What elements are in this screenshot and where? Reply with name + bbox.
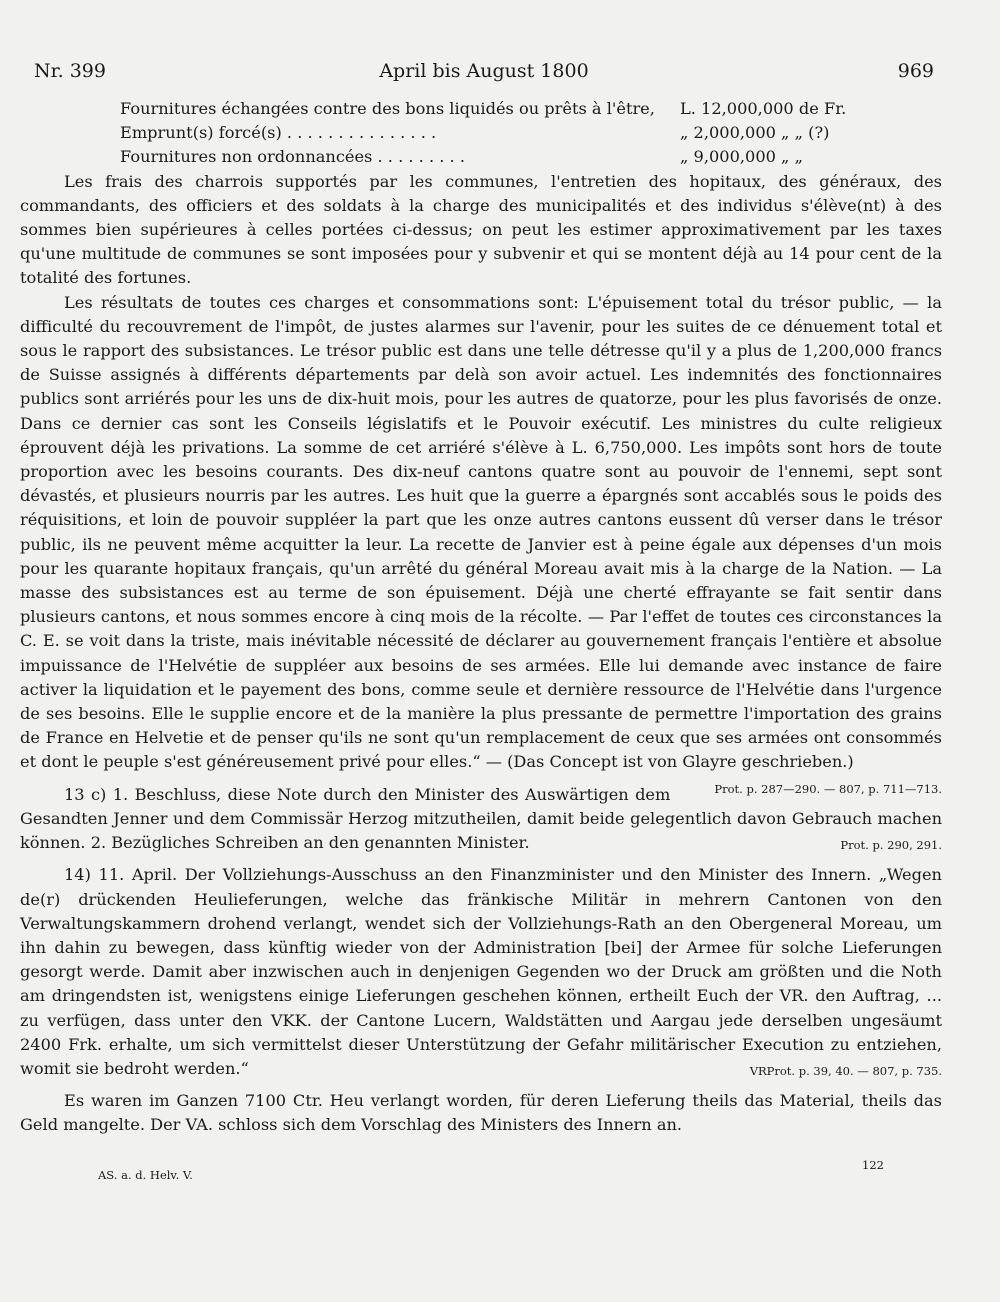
page-number: 969 [897,60,934,82]
page-header [34,60,934,86]
paragraph-charrois: Les frais des charrois supportés par les communes, l'entretien des hopitaux, des généraux, des commandants, des officiers et des soldats à la charge des municipalités et des individus s'élève(nt) à des sommes bien supérieures à celles portées ci-dessus; on peut les estimer approximativement par les taxes qu'une multitude de communes se sont imposées pour y subvenir et qui se montent déjà au 14 pour cent de la totalité des fortunes. [20,171,942,288]
paragraph-heulieferungen [20,863,942,1081]
running-title: April bis August 1800 [379,60,589,82]
paragraph-resultats [20,291,942,796]
supply-table [120,97,942,170]
protocol-reference: Prot. p. 287—290. — 807, p. 711—713. [714,781,942,796]
table-row-amount: L. 12,000,000 de Fr. [680,99,847,118]
sheet-signature: 122 [862,1158,884,1172]
paragraph-text: 13 c) 1. Beschluss, diese Note durch den Minister des Auswärtigen dem Gesandten Jenner und dem Commissär Herzog mitzutheilen, damit beide gelegentlich davon Gebrauch machen können. 2. Bezügliches Schreiben an den genannten Minister. [20,784,942,853]
table-row-label: Fournitures non ordonnancées . . . . . . . . . [120,147,465,167]
table-row-amount: „ 2,000,000 „ „ (?) [680,123,830,143]
paragraph-text: Les résultats de toutes ces charges et consommations sont: L'épuisement total du trésor public, — la difficulté du recouvrement de l'impôt, de justes alarmes sur l'avenir, pour les suites de ce dénuement total et sous le rapport des subsistances. Le trésor public est dans une telle détresse qu'il y a plus de 1,200,000 francs de Suisse assignés à différents départements par delà son avoir actuel. Les indemnités des fonctionnaires publics sont arriérés pour les uns de dix-huit mois, pour les autres de quatorze, pour les plus favorisés de onze. Dans ce dernier cas sont les Conseils législatifs et le Pouvoir exécutif. Les ministres du culte religieux éprouvent déjà les privations. La somme de cet arriéré s'élève à L. 6,750,000. Les impôts sont hors de toute proportion avec les besoins courants. Des dix-neuf cantons quatre sont au pouvoir de l'ennemi, sept sont dévastés, et plusieurs nourris par les autres. Les huit que la guerre a épargnés sont accablés sous le poids des réquisitions, et loin de pouvoir suppléer la part que les onze autres cantons eussent dû verser dans le trésor public, ils ne peuvent même acquitter la leur. La recette de Janvier est à peine égale aux dépenses d'un mois pour les quarante hopitaux français, qu'un arrêté du général Moreau avait mis à la charge de la Nation. — La masse des subsistances est au terme de son épuisement. Déjà une cherté effrayante se fait sentir dans plusieurs cantons, et nous sommes encore à cinq mois de la récolte. — Par l'effet de toutes ces circonstances la C. E. se voit dans la triste, mais inévitable nécessité de déclarer au gouvernement français l'entière et absolue impuissance de l'Helvétie de suppléer aux besoins de ses armées. Elle lui demande avec instance de faire activer la liquidation et le payement des bons, comme seule et dernière ressource de l'Helvétie dans l'urgence de ses besoins. Elle le supplie encore et de la manière la plus pressante de permettre l'importation des grains de France en Helvetie et de penser qu'ils ne sont qu'un remplacement de ceux que ses armées ont consommés et dont le peuple s'est généreusement privé pour elles.“ — (Das Concept ist von Glayre geschrieben.) [20,292,942,772]
source-abbreviation: AS. a. d. Helv. V. [98,1168,193,1182]
paragraph-text: 14) 11. April. Der Vollziehungs-Ausschuss an den Finanzminister und den Minister des Innern. „Wegen de(r) drückenden Heulieferungen, welche das fränkische Militär in mehrern Cantonen von den Verwaltungskammern drohend verlangt, wendet sich der Vollziehungs-Rath an den Obergeneral Moreau, um ihn dahin zu bewegen, dass künftig wieder von der Administration [bei] der Armee für solche Lieferungen gesorgt werde. Damit aber inzwischen auch in denjenigen Gegenden wo der Druck am größten und die Noth am dringendsten ist, wenigstens einige Lieferungen geschehen können, ertheilt Euch der VR. den Auftrag, ... zu verfügen, dass unter den VKK. der Cantone Lucern, Waldstätten und Aargau jede derselben ungesäumt 2400 Frk. erhalte, um sich vermittelst dieser Unterstützung der Gefahr militärischer Execution zu entziehen, womit sie bedroht werden.“ [20,865,942,1078]
protocol-reference: Prot. p. 290, 291. [840,838,942,853]
page-body [20,97,942,1138]
paragraph-heu-total: Es waren im Ganzen 7100 Ctr. Heu verlangt worden, für deren Lieferung theils das Material, theils das Geld mangelte. Der VA. schloss sich dem Vorschlag des Ministers des Innern an. [20,1091,942,1135]
table-row-label: Emprunt(s) forcé(s) . . . . . . . . . . . . . . . [120,123,437,143]
table-row-amount: „ 9,000,000 „ „ [680,147,803,167]
protocol-reference: VRProt. p. 39, 40. — 807, p. 735. [749,1063,942,1078]
document-number: Nr. 399 [34,60,106,82]
table-row-label: Fournitures échangées contre des bons liquidés ou prêts à l'être, [120,99,655,118]
